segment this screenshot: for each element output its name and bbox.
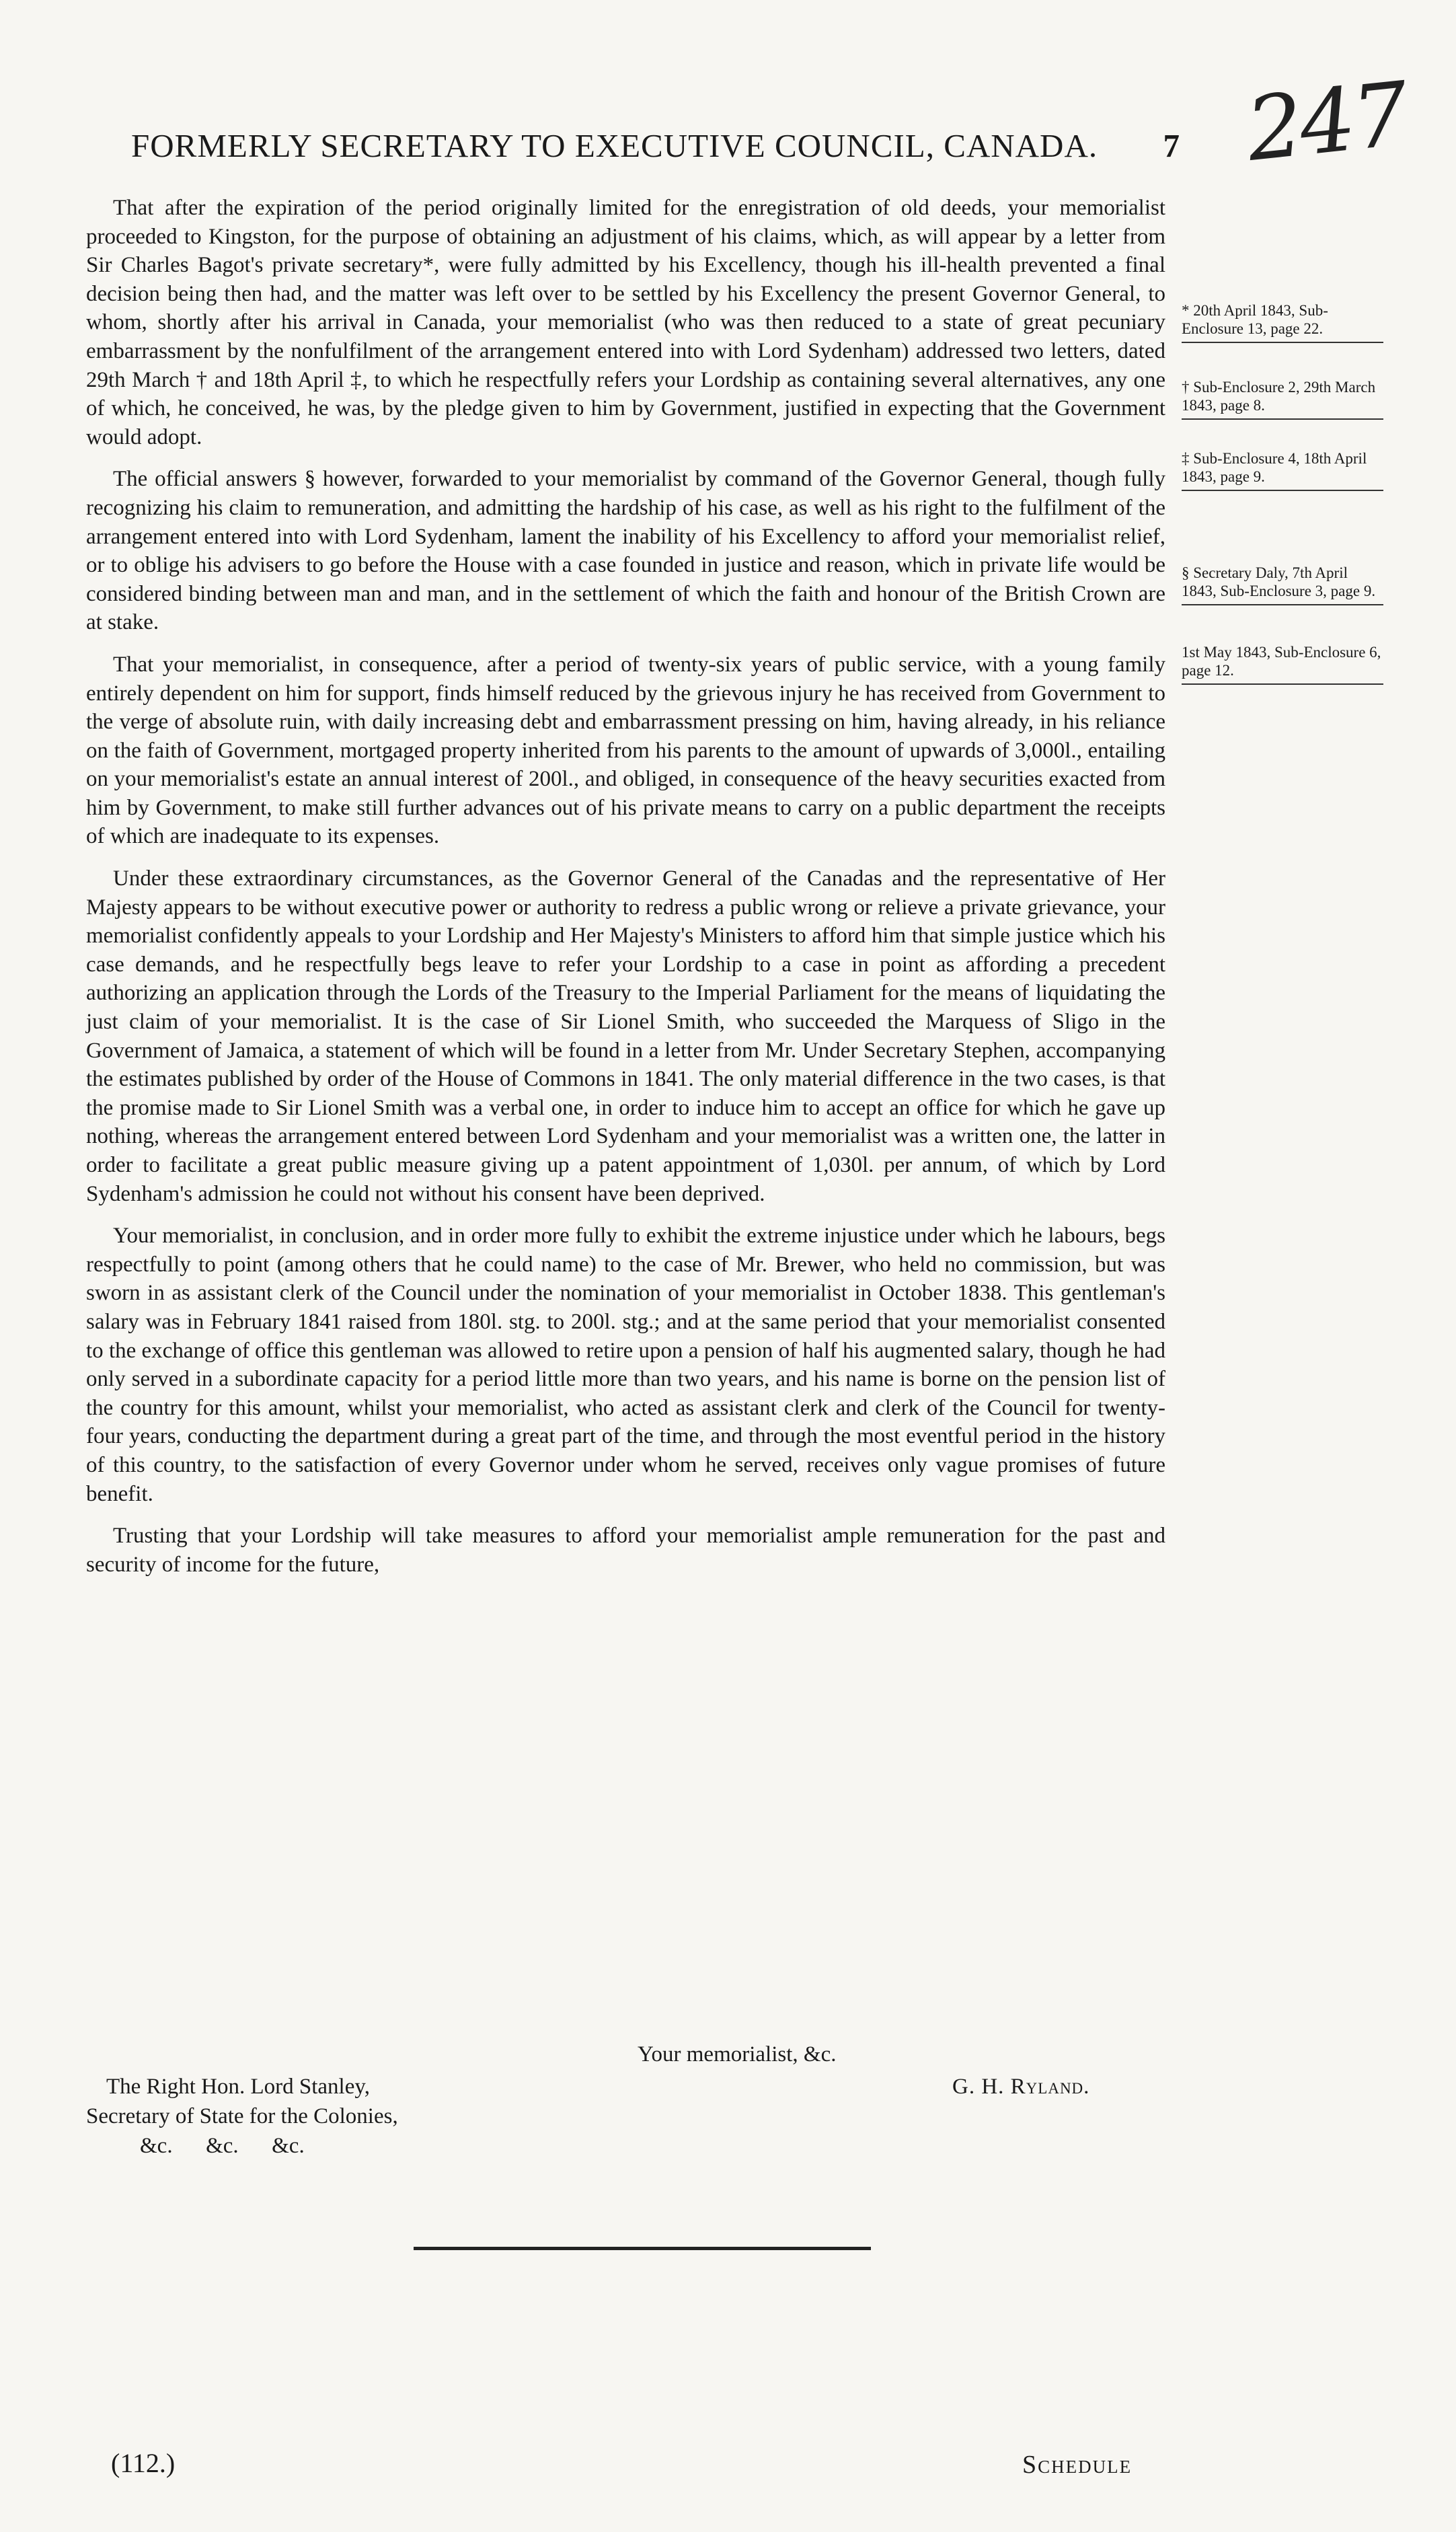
paragraph-2: The official answers § however, forwarded to your memorialist by command of the Governor General, though fully recognizing his claim to remuneration, and admitting the hardship of his case, as well as his right to the fulfilment of the arrangement entered into with Lord Sydenham, lament the inability of his Excellency to afford your memorialist relief, or to oblige his advisers to go before the House with a case founded in justice and reason, which in private life would be considered binding between man and man, and in the settlement of which the faith and honour of the British Crown are at stake.: [86, 467, 1165, 635]
paragraph-1: That after the expiration of the period originally limited for the enregistration of old deeds, your memorialist proceeded to Kingston, for the purpose of obtaining an adjustment of his claims, which, as will appear by a letter from Sir Charles Bagot's private secretary*, were fully admitted by his Excellency, though his ill-health prevented a final decision being then had, and the matter was left over to be settled by his Excellency the present Governor General, to whom, shortly after his arrival in Canada, your memorialist (who was then reduced to a state of great pecuniary embarrassment by the nonfulfilment of the arrangement entered into with Lord Sydenham) addressed two letters, dated 29th March † and 18th April ‡, to which he respectfully refers your Lordship as containing several alternatives, any one of which, he conceived, he was, by the pledge given to him by Government, justified in expecting that the Government would adopt.: [86, 196, 1165, 449]
margin-note-5: 1st May 1843, Sub-Enclosure 6, page 12.: [1182, 643, 1383, 685]
paragraph-5: Your memorialist, in conclusion, and in order more fully to exhibit the extreme injustice under which he labours, begs respectfully to point (among others that he could name) to the case of Mr. Brewer, who held no commission, but was sworn in as assistant clerk of the Council under the nomination of your memorialist in October 1838. This gentleman's salary was in February 1841 raised from 180l. stg. to 200l. stg.; and at the same period that your memorialist consented to the exchange of office this gentleman was allowed to retire upon a pension of half his augmented salary, though he had only served in a subordinate capacity for a period little more than two years, and his name is borne on the pension list of the country for this amount, whilst your memorialist, who acted as assistant clerk and clerk of the Council for twenty-four years, conducting the department during a great part of the time, and through the most eventful period in the history of this country, to the satisfaction of every Governor under whom he served, receives only vague promises of future benefit.: [86, 1224, 1165, 1506]
footer-document-number: (112.): [111, 2448, 176, 2478]
margin-note-2: † Sub-Enclosure 2, 29th March 1843, page 8.: [1182, 378, 1383, 420]
addressee-etc: &c. &c. &c.: [140, 2134, 305, 2158]
body-text: [86, 194, 1165, 1592]
margin-note-4: § Secretary Daly, 7th April 1843, Sub-Enclosure 3, page 9.: [1182, 564, 1383, 605]
paragraph-3: That your memorialist, in consequence, after a period of twenty-six years of public service, with a young family entirely dependent on him for support, finds himself reduced by the grievous injury he has received from Government to the verge of absolute ruin, with daily increasing debt and embarrassment pressing on him, having already, in his reliance on the faith of Government, mortgaged property inherited from his parents to the amount of upwards of 3,000l., entailing on your memorialist's estate an annual interest of 200l., and obliged, in consequence of the heavy securities exacted from him by Government, to make still further advances out of his private means to carry on a public department the receipts of which are inadequate to its expenses.: [86, 652, 1165, 849]
running-head: [131, 126, 1180, 165]
section-divider: [414, 2247, 871, 2250]
paragraph-6: Trusting that your Lordship will take measures to afford your memorialist ample remuneration for the past and security of income for the future,: [86, 1524, 1165, 1577]
page-number: 7: [1163, 127, 1180, 164]
margin-note-1: * 20th April 1843, Sub-Enclosure 13, page 22.: [1182, 301, 1383, 343]
addressee-name: The Right Hon. Lord Stanley,: [106, 2075, 370, 2099]
footer-catchword: Schedule: [1022, 2451, 1133, 2479]
running-head-title: FORMERLY SECRETARY TO EXECUTIVE COUNCIL, CANADA.: [131, 127, 1098, 164]
margin-note-3: ‡ Sub-Enclosure 4, 18th April 1843, page 9.: [1182, 449, 1383, 491]
folio-number: 247: [1241, 63, 1411, 181]
addressee-title: Secretary of State for the Colonies,: [86, 2104, 398, 2128]
signature: G. H. Ryland.: [952, 2075, 1090, 2099]
valediction: Your memorialist, &c.: [638, 2042, 837, 2066]
paragraph-4: Under these extraordinary circumstances, as the Governor General of the Canadas and the representative of Her Majesty appears to be without executive power or authority to redress a public wrong or relieve a private grievance, your memorialist confidently appeals to your Lordship and Her Majesty's Ministers to afford him that simple justice which his case demands, and he respectfully begs leave to refer your Lordship to a case in point as affording a precedent authorizing an application through the Lords of the Treasury to the Imperial Parliament for the means of liquidating the just claim of your memorialist. It is the case of Sir Lionel Smith, who succeeded the Marquess of Sligo in the Government of Jamaica, a statement of which will be found in a letter from Mr. Under Secretary Stephen, accompanying the estimates published by order of the House of Commons in 1841. The only material difference in the two cases, is that the promise made to Sir Lionel Smith was a verbal one, in order to induce him to accept an office for which he gave up nothing, whereas the arrangement entered between Lord Sydenham and your memorialist was a written one, the latter in order to facilitate a great public measure giving up a patent appointment of 1,030l. per annum, of which by Lord Sydenham's admission he could not without his consent have been deprived.: [86, 866, 1165, 1206]
